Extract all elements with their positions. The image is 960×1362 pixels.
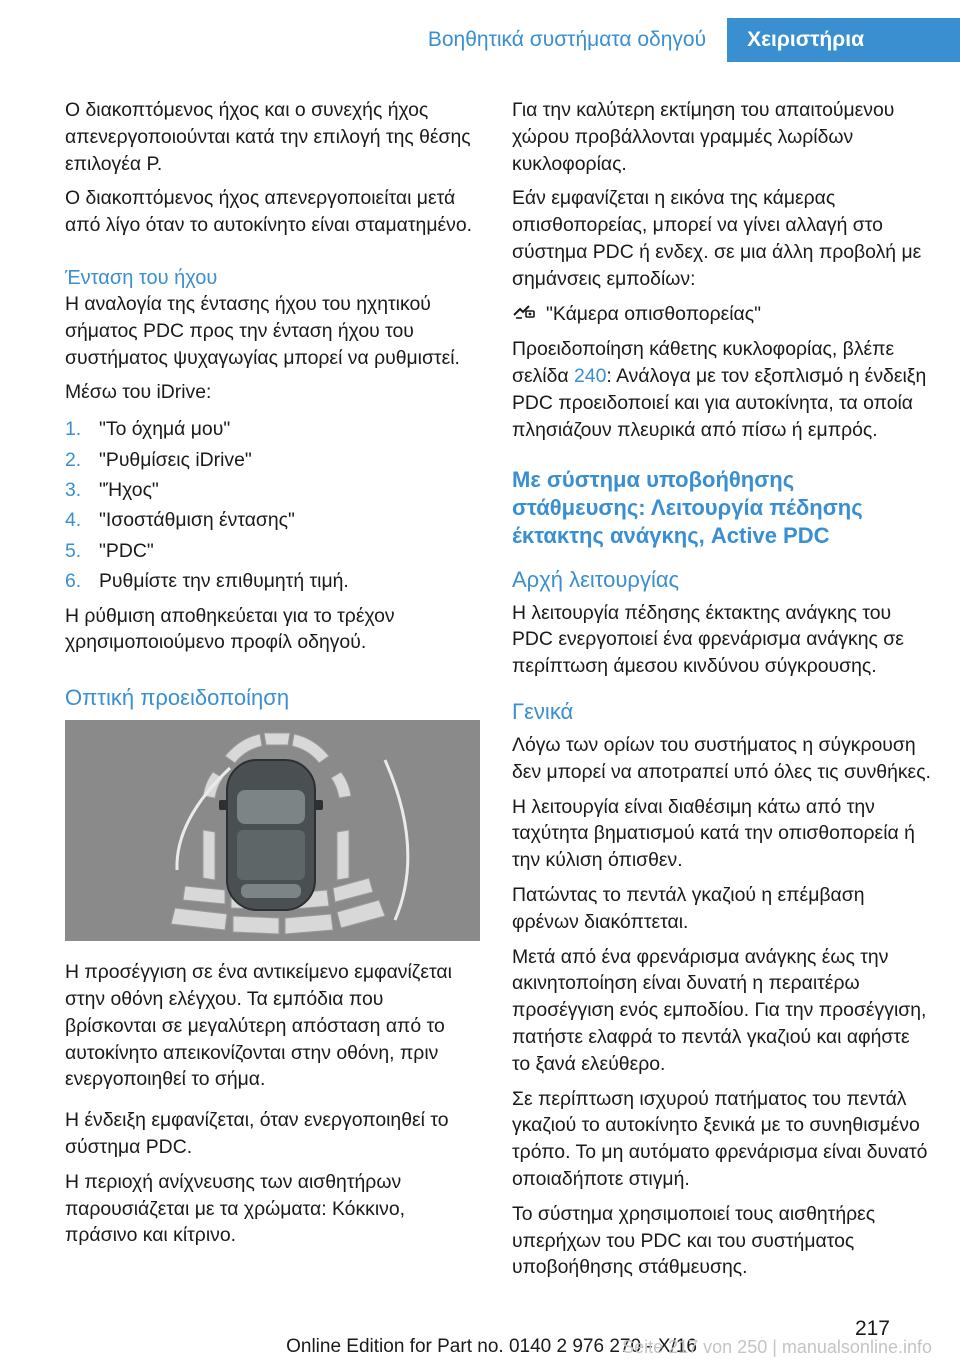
paragraph: Μετά από ένα φρενάρισμα ανάγκης έως την ακινητοποίηση είναι δυνατή η περαιτέρω προσέγγιση ενός εμποδίου. Για την προσέγγιση, πατήστε ελαφρά το πεντάλ γκαζιού και αφήστε το ξανά ελεύθερο. — [512, 945, 927, 1075]
paragraph: Το σύστημα χρησιμοποιεί τους αισθητήρες υπερήχων του PDC και του συστήματος υποβοήθησης στάθμευσης. — [512, 1202, 876, 1279]
pdc-car-illustration — [65, 720, 480, 941]
page-link-240[interactable]: 240 — [574, 365, 607, 388]
edition-line: Online Edition for Part no. 0140 2 976 270 - X/16 — [286, 1336, 697, 1357]
left-column — [65, 97, 480, 1257]
paragraph: Για την καλύτερη εκτίμηση του απαιτούμενου χώρου προβάλλονται γραμμές λωρίδων κυκλοφορίας. — [512, 99, 895, 175]
chapter-tab: Χειριστήρια — [727, 18, 960, 62]
step-number: 3. — [65, 478, 82, 501]
camera-option-label: "Κάμερα οπισθοπορείας" — [546, 303, 762, 326]
watermark: Seite 217 von 250 | manualsonline.info — [622, 1337, 932, 1357]
pdc-display-figure — [65, 720, 480, 941]
heading-principle: Αρχή λειτουργίας — [512, 566, 680, 592]
paragraph: Η προσέγγιση σε ένα αντικείμενο εμφανίζεται στην οθόνη ελέγχου. Τα εμπόδια που βρίσκονται σε μεγαλύτερη απόσταση από το αυτοκίνητο απεικονίζονται στην οθόνη, πριν ενεργοποιηθεί το σήμα. — [65, 961, 452, 1091]
step-text: Ρυθμίστε την επιθυμητή τιμή. — [99, 570, 349, 593]
list-item — [65, 505, 480, 535]
step-number: 5. — [65, 539, 82, 562]
paragraph: Μέσω του iDrive: — [65, 381, 212, 404]
paragraph: Η ένδειξη εμφανίζεται, όταν ενεργοποιηθεί το σύστημα PDC. — [65, 1109, 449, 1158]
paragraph: Η αναλογία της έντασης ήχου του ηχητικού σήματος PDC προς την ένταση ήχου του συστήματος ψυχαγωγίας μπορεί να ρυθμιστεί. — [65, 292, 460, 369]
step-number: 4. — [65, 509, 82, 532]
idrive-steps — [65, 414, 480, 596]
page-number: 217 — [854, 1317, 890, 1340]
paragraph: Πατώντας το πεντάλ γκαζιού η επέμβαση φρένων διακόπτεται. — [512, 883, 865, 933]
step-text: "Ισοστάθμιση έντασης" — [99, 509, 295, 532]
list-item — [65, 566, 480, 596]
paragraph: Εάν εμφανίζεται η εικόνα της κάμερας οπισθοπορείας, μπορεί να γίνει αλλαγή στο σύστημα PDC ή ενδεχ. σε μια άλλη προβολή με σημάνσεις εμποδίων: — [512, 187, 922, 290]
list-item — [65, 445, 480, 475]
right-column — [512, 97, 932, 1289]
paragraph: Ο διακοπτόμενος ήχος και ο συνεχής ήχος απενεργοποιούνται κατά την επιλογή της θέσης επιλογέα P. — [65, 99, 471, 175]
step-number: 6. — [65, 570, 82, 593]
paragraph: Η λειτουργία είναι διαθέσιμη κάτω από την ταχύτητα βηματισμού κατά την οπισθοπορεία ή την κύλιση όπισθεν. — [512, 795, 915, 872]
section-heading-active-pdc: Με σύστημα υποβοήθησης στάθμευσης: Λειτουργία πέδησης έκτακτης ανάγκης, Active PDC — [512, 466, 863, 548]
paragraph — [512, 336, 932, 443]
heading-visual-warning: Οπτική προειδοποίηση — [65, 685, 290, 711]
paragraph: Η λειτουργία πέδησης έκτακτης ανάγκης του PDC ενεργοποιεί ένα φρενάρισμα ανάγκης σε περίπτωση άμεσου κινδύνου σύγκρουσης. — [512, 601, 904, 678]
camera-option-line — [512, 301, 932, 329]
header-tabs — [408, 18, 960, 62]
paragraph: Η περιοχή ανίχνευσης των αισθητήρων παρουσιάζεται με τα χρώματα: Κόκκινο, πράσινο και κίτρινο. — [65, 1170, 406, 1247]
step-text: "Το όχημά μου" — [99, 418, 231, 441]
cross-traffic-text-cont: : Ανάλογα με τον εξοπλισμό η ένδειξη PDC προειδοποιεί και για αυτοκίνητα, τα οποία πλησιάζουν πλευρικά από πίσω ή εμπρός. — [512, 365, 927, 441]
list-item — [65, 475, 480, 505]
step-text: "PDC" — [99, 539, 154, 562]
list-item — [65, 536, 480, 566]
step-text: "Ήχος" — [99, 478, 159, 501]
paragraph: Σε περίπτωση ισχυρού πατήματος του πεντάλ γκαζιού το αυτοκίνητο ξενικά με το συνηθισμένο τρόπο. Το μη αυτόματο φρενάρισμα είναι δυνατό οποιαδήποτε στιγμή. — [512, 1087, 928, 1190]
step-number: 2. — [65, 448, 82, 471]
heading-volume: Ένταση του ήχου — [65, 266, 218, 289]
list-item — [65, 414, 480, 444]
paragraph: Η ρύθμιση αποθηκεύεται για το τρέχον χρησιμοποιούμενο προφίλ οδηγού. — [65, 604, 395, 654]
cross-traffic-text: Προειδοποίηση κάθετης κυκλοφορίας, βλέπε σελίδα — [512, 338, 895, 388]
paragraph: Λόγω των ορίων του συστήματος η σύγκρουση δεν μπορεί να αποτραπεί υπό όλες τις συνθήκες. — [512, 733, 931, 783]
section-title: Βοηθητικά συστήματα οδηγού — [427, 28, 707, 51]
rear-camera-icon — [512, 301, 546, 329]
heading-general: Γενικά — [512, 698, 574, 724]
step-number: 1. — [65, 418, 82, 441]
paragraph: Ο διακοπτόμενος ήχος απενεργοποιείται μετά από λίγο όταν το αυτοκίνητο είναι σταματημένο. — [65, 187, 473, 237]
step-text: "Ρυθμίσεις iDrive" — [99, 448, 252, 471]
